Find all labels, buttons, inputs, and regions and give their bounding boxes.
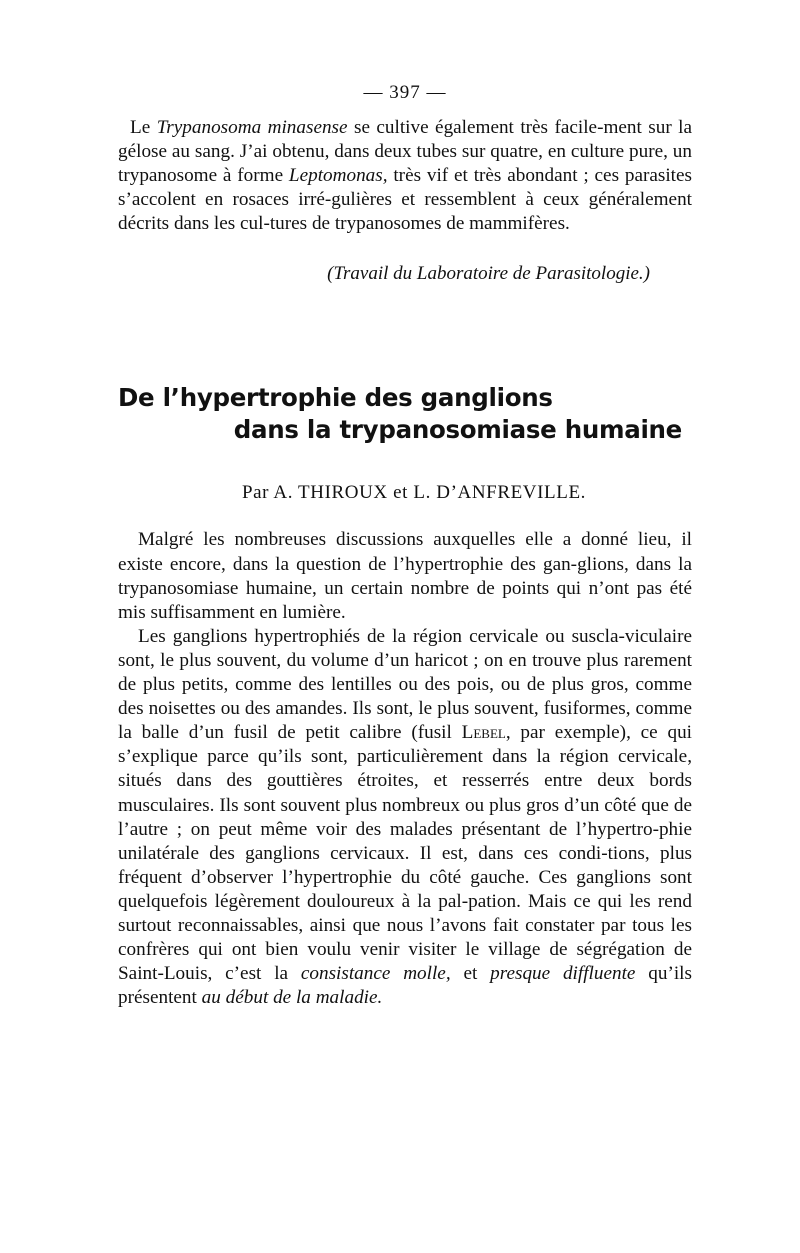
italic-run: au début de la maladie. (201, 987, 383, 1009)
article-title-line-2: dans la trypanosomiase humaine (233, 415, 682, 445)
italic-run: consistance molle, (300, 963, 451, 985)
article-title (118, 382, 692, 446)
small-caps-run: Lebel (461, 722, 506, 744)
article-paragraph-1: Malgré les nombreuses discussions auxquelles elle a donné lieu, il existe encore, dans la question de l’hypertrophie des gan-glions, dans la trypanosomiase humaine, un certain nombre de points qui n’ont pas été mis suffisamment en lumière. (118, 529, 692, 623)
laboratory-attribution: (Travail du Laboratoire de Parasitologie.) (327, 263, 650, 285)
previous-article-paragraph: Le Trypanosoma minasense se cultive également très facile-ment sur la gélose au sang. J’ai obtenu, dans deux tubes sur quatre, en culture pure, un trypanosome à forme Leptomonas, très vif et très abondant ; ces parasites s’accolent en rosaces irré-gulières et ressemblent à ceux généralement décrits dans les cul-tures de trypanosomes de mammifères. (118, 117, 692, 235)
page-number: — 397 — (363, 82, 447, 103)
italic-run: Trypanosoma minasense (156, 117, 348, 138)
article-title-line-1: De l’hypertrophie des ganglions (118, 383, 553, 413)
italic-run: presque diffluente (490, 963, 636, 985)
page (118, 80, 692, 1010)
article-paragraph-2: Les ganglions hypertrophiés de la région cervicale ou suscla-viculaire sont, le plus souvent, du volume d’un haricot ; on en trouve plus rarement de plus petits, comme des lentilles ou des pois, ou de plus gros, comme des noisettes ou des amandes. Ils sont, le plus souvent, fusiformes, comme la balle d’un fusil de petit calibre (fusil Lebel, par exemple), ce qui s’explique parce qu’ils sont, particulièrement dans la région cervicale, situés dans des gouttières étroites, et resserrés entre deux bords musculaires. Ils sont souvent plus nombreux ou plus gros d’un côté que de l’autre ; on peut même voir des malades présentant de l’hypertro-phie unilatérale des ganglions cervicaux. Il est, dans ces condi-tions, plus fréquent d’observer l’hypertrophie du côté gauche. Ces ganglions sont quelquefois légèrement douloureux à la pal-pation. Mais ce qui les rend surtout reconnaissables, ainsi que nous l’avons fait constater par tous les confrères qui ont bien voulu venir visiter le village de ségrégation de Saint-Louis, c’est la consistance molle, et presque diffluente qu’ils présentent au début de la maladie. (118, 625, 692, 1009)
italic-run: Leptomonas, (288, 165, 388, 187)
article-authors: Par A. THIROUX et L. D’ANFREVILLE. (241, 482, 587, 504)
